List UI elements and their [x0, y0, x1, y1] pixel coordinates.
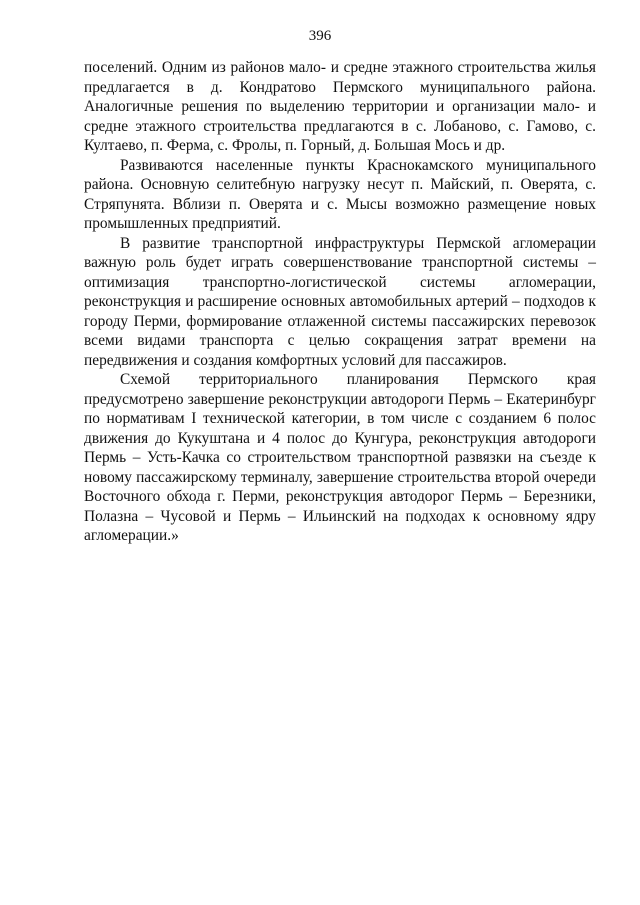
- page-number: 396: [308, 28, 332, 44]
- paragraph-1: поселений. Одним из районов мало- и средне этажного строительства жилья предлагается в д. Кондратово Пермского муниципального района. Аналогичные решения по выделению территории и организации мало- и средне этажного строительства предлагаются в с. Лобаново, с. Гамово, с. Култаево, п. Ферма, с. Фролы, п. Горный, д. Большая Мось и др.: [84, 59, 596, 154]
- document-body: [84, 58, 596, 546]
- paragraph-2: Развиваются населенные пункты Краснокамского муниципального района. Основную селитебную нагрузку несут п. Майский, п. Оверята, с. Стряпунята. Вблизи п. Оверята и с. Мысы возможно размещение новых промышленных предприятий.: [84, 156, 596, 232]
- paragraph-3: В развитие транспортной инфраструктуры Пермской агломерации важную роль будет играть совершенствование транспортной системы – оптимизация транспортно-логистической системы агломерации, реконструкция и расширение основных автомобильных артерий – подходов к городу Перми, формирование отлаженной системы пассажирских перевозок всеми видами транспорта с целью сокращения затрат времени на передвижения и создания комфортных условий для пассажиров.: [84, 234, 596, 369]
- paragraph-4: Схемой территориального планирования Пермского края предусмотрено завершение реконструкции автодороги Пермь – Екатеринбург по нормативам I технической категории, в том числе с созданием 6 полос движения до Кукуштана и 4 полос до Кунгура, реконструкция автодороги Пермь – Усть-Качка со строительством транспортной развязки на съезде к новому пассажирскому терминалу, завершение строительства второй очереди Восточного обхода г. Перми, реконструкция автодорог Пермь – Березники, Полазна – Чусовой и Пермь – Ильинский на подходах к основному ядру агломерации.»: [84, 371, 596, 544]
